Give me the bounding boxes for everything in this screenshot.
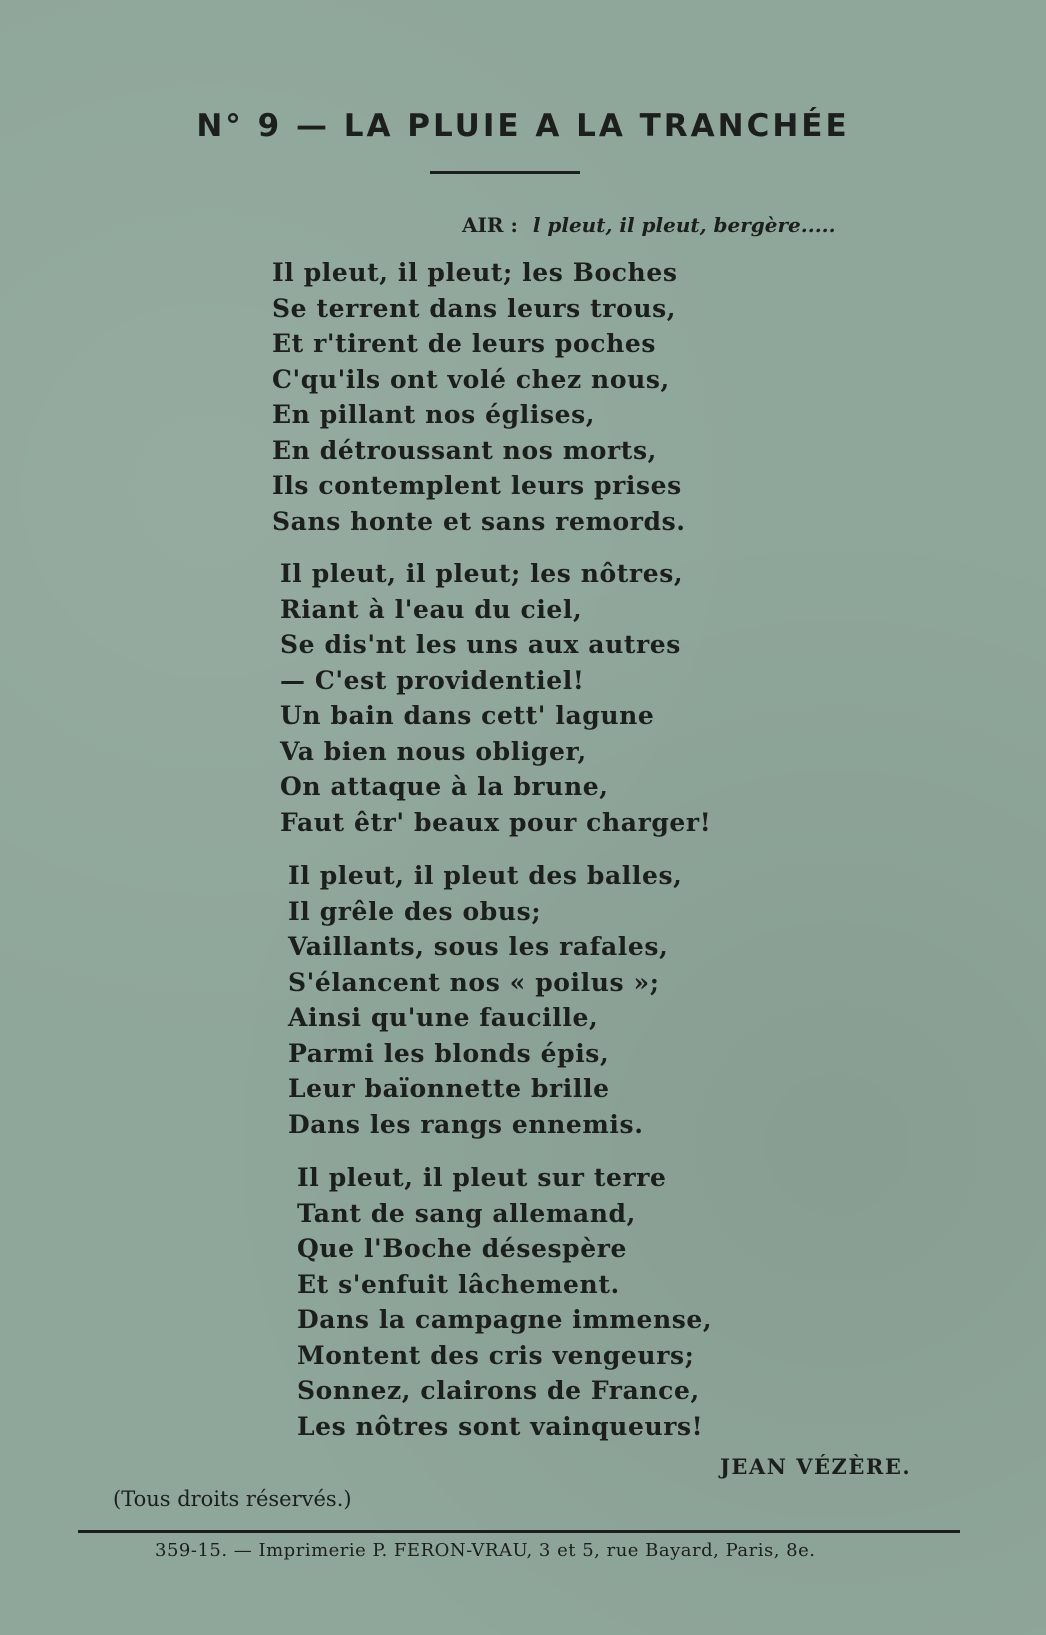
verse-line: Va bien nous obliger,: [280, 736, 587, 766]
title-divider: [430, 171, 580, 174]
stanza-1: [272, 255, 686, 539]
verse-line: Et r'tirent de leurs poches: [272, 329, 657, 358]
verse-line: — C'est providentiel!: [280, 665, 585, 695]
tune-label: AIR :: [462, 213, 518, 237]
printer-imprint: 359-15. — Imprimerie P. FERON-VRAU, 3 et 5, rue Bayard, Paris, 8e.: [155, 1540, 816, 1561]
verse-line: Dans les rangs ennemis.: [288, 1109, 644, 1139]
verse-line: Sans honte et sans remords.: [272, 506, 686, 536]
verse-line: En pillant nos églises,: [272, 400, 596, 429]
verse-line: On attaque à la brune,: [280, 772, 609, 801]
song-title: N° 9 — LA PLUIE A LA TRANCHÉE: [196, 108, 850, 144]
verse-line: Riant à l'eau du ciel,: [280, 594, 583, 624]
verse-line: Parmi les blonds épis,: [288, 1038, 610, 1068]
verse-line: Il pleut, il pleut sur terre: [297, 1163, 667, 1192]
verse-line: Il pleut, il pleut des balles,: [288, 861, 683, 890]
verse-line: Se terrent dans leurs trous,: [272, 293, 677, 323]
verse-line: Sonnez, clairons de France,: [297, 1376, 700, 1405]
verse-line: Ils contemplent leurs prises: [272, 471, 682, 500]
verse-line: Montent des cris vengeurs;: [297, 1340, 695, 1370]
verse-line: Il grêle des obus;: [288, 896, 542, 926]
stanza-3: [288, 858, 682, 1142]
verse-line: Ainsi qu'une faucille,: [288, 1003, 599, 1032]
verse-line: Vaillants, sous les rafales,: [288, 932, 669, 961]
verse-line: C'qu'ils ont volé chez nous,: [272, 364, 670, 394]
author-signature: JEAN VÉZÈRE.: [720, 1454, 912, 1479]
verse-line: Faut êtr' beaux pour charger!: [280, 807, 712, 837]
verse-line: Un bain dans cett' lagune: [280, 701, 655, 730]
stanza-4: [297, 1160, 712, 1444]
rights-notice: (Tous droits réservés.): [113, 1487, 352, 1511]
verse-line: Leur baïonnette brille: [288, 1074, 610, 1103]
tune-line: [462, 213, 836, 237]
verse-line: Il pleut, il pleut; les nôtres,: [280, 559, 684, 588]
stanza-2: [280, 556, 711, 840]
verse-line: Dans la campagne immense,: [297, 1305, 713, 1334]
verse-line: Tant de sang allemand,: [297, 1198, 636, 1228]
verse-line: Se dis'nt les uns aux autres: [280, 630, 681, 659]
verse-line: Les nôtres sont vainqueurs!: [297, 1411, 704, 1441]
verse-line: Que l'Boche désespère: [297, 1234, 628, 1263]
verse-line: Il pleut, il pleut; les Boches: [272, 258, 678, 287]
verse-line: S'élancent nos « poilus »;: [288, 967, 660, 997]
verse-line: En détroussant nos morts,: [272, 435, 657, 465]
tune-name: l pleut, il pleut, bergère.....: [532, 213, 836, 237]
verse-line: Et s'enfuit lâchement.: [297, 1269, 620, 1299]
footer-divider: [78, 1530, 960, 1533]
